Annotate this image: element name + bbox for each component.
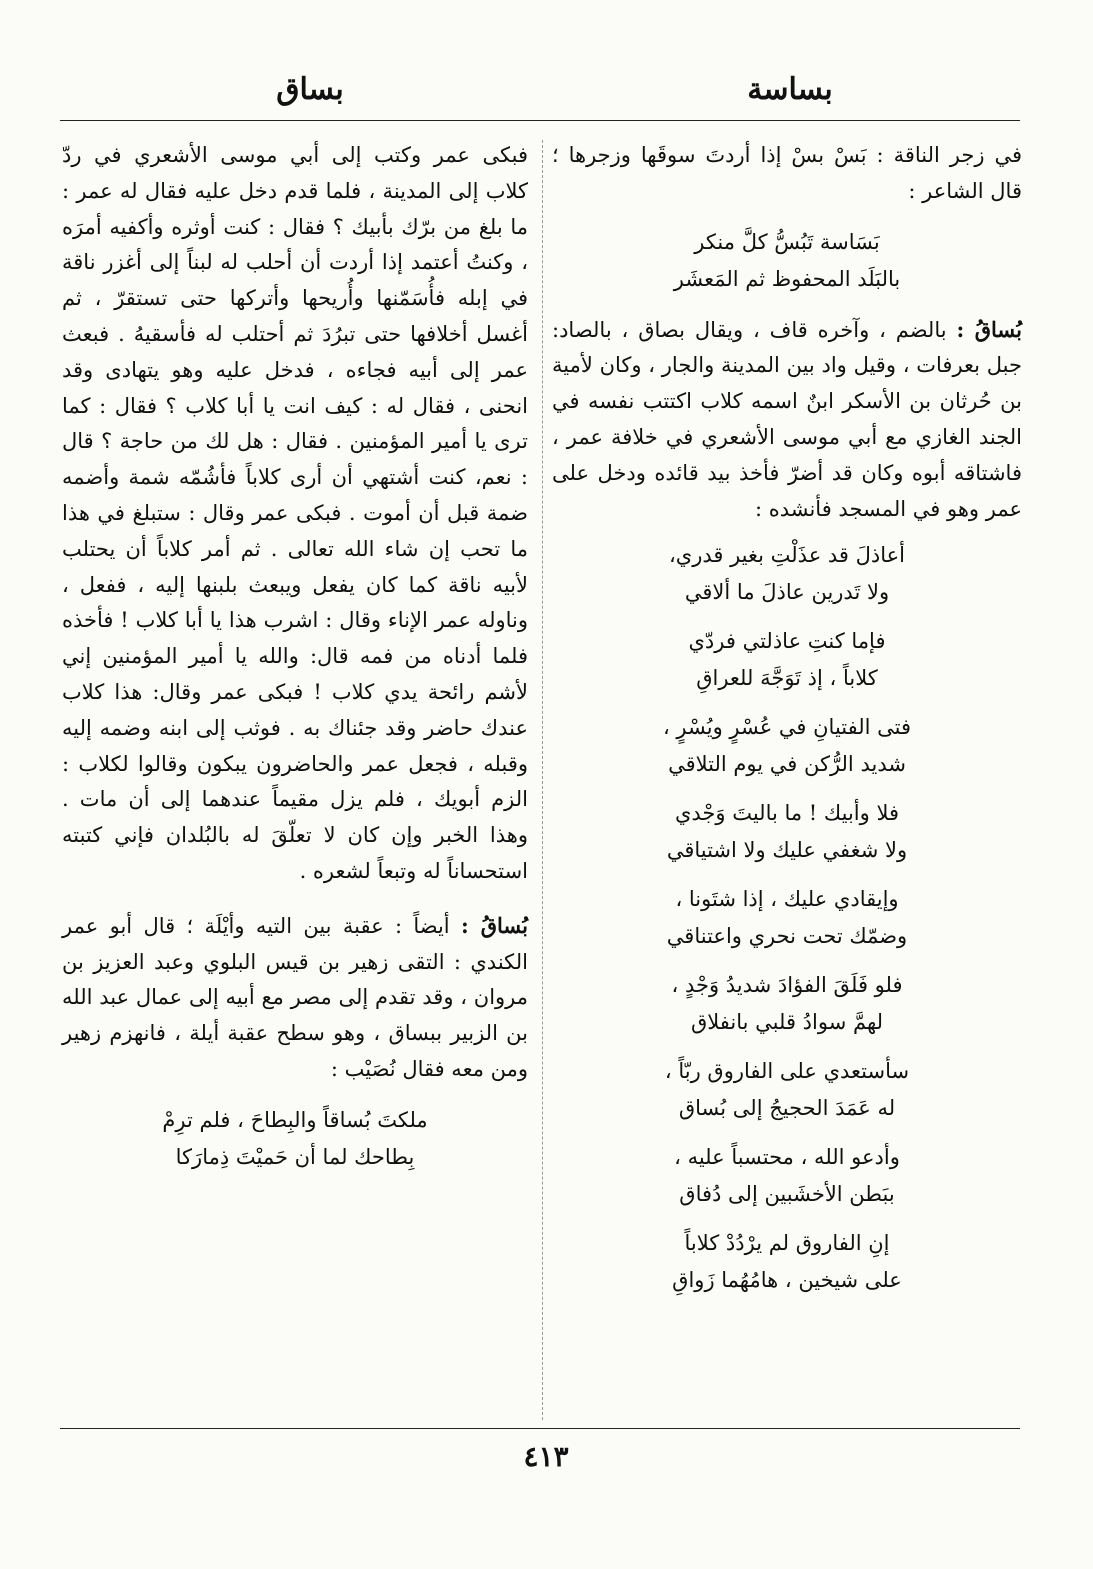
verse-line: فتى الفتيانِ في عُسْرٍ ويُسْرٍ ، [662,715,912,740]
running-headword-left: بساق [276,72,344,107]
column-divider [542,140,543,1420]
verse-line: إنِ الفاروق لم يرْدُدْ كلاباً [684,1231,890,1256]
paragraph: في زجر الناقة : بَسْ بسْ إذا أردتَ سوقَها وزجرها ؛ قال الشاعر : [552,143,1022,203]
verse-line: وإيقادي عليك ، إذا شتَونا ، [675,887,899,912]
verse-stanza [552,795,1022,869]
verse-line: ولا تَدرين عاذلَ ما ألاقي [684,580,890,605]
verse-line: سأستعدي على الفاروق ربّاً ، [664,1059,910,1084]
entry-headword: بُساقُ : [956,316,1022,342]
verse-line: فلو فَلَقَ الفؤادَ شديدُ وَجْدٍ ، [671,973,903,998]
verse-stanza [552,537,1022,611]
verse-line: بَسَاسة تَبُسُّ كلَّ منكر [694,229,880,254]
verse-line: بالبَلَد المحفوظ ثم المَعشَر [673,266,901,291]
left-column [62,138,528,1190]
verse-stanza [552,623,1022,697]
verse-line: فإما كنتِ عاذلتي فردّي [688,629,886,654]
verse-line: له عَمَدَ الحجيجُ إلى بُساق [678,1096,896,1121]
verse-line: فلا وأبيك ! ما باليتَ وَجْدي [674,801,900,826]
verse-line: كلاباً ، إذ تَوَجَّهَ للعراقِ [696,666,878,691]
bottom-rule [60,1428,1020,1429]
paragraph: فبكى عمر وكتب إلى أبي موسى الأشعري في ردّ كلاب إلى المدينة ، فلما قدم دخل عليه فقال له عمر : ما بلغ من برّك بأبيك ؟ فقال : كنت أوثره وأكفيه أمرَه ، وكنتُ أعتمد إذا أردت أن أحلب له لبناً إلى أغزر ناقة في إبله فأُسَمّنها وأُريحها وأتركها حتى تستقرّ ، ثم أغسل أخلافها حتى تبرُدَ ثم أحتلب له فأسقيهُ . فبعث عمر إلى أبيه فجاءه ، فدخل عليه وهو يتهادى وقد انحنى ، فقال له : كيف انت يا أبا كلاب ؟ فقال : كما ترى يا أمير المؤمنين . فقال : هل لك من حاجة ؟ قال : نعم، كنت أشتهي أن أرى كلاباً فأشُمّه شمة وأضمه ضمة قبل أن أموت . فبكى عمر وقال : ستبلغ في هذا ما تحب إن شاء الله تعالى . ثم أمر كلاباً أن يحتلب لأبيه ناقة كما كان يفعل ويبعث بلبنها إليه ، ففعل ، وناوله عمر الإناء وقال : اشرب هذا يا أبا كلاب ! فأخذه فلما أدناه من فمه قال: والله يا أمير المؤمنين إني لأشم رائحة يدي كلاب ! فبكى عمر وقال: هذا كلاب عندك حاضر وقد جئناك به . فوثب إلى ابنه وضمه إليه وقبله ، فجعل عمر والحاضرون يبكون وقالوا لكلاب : الزم أبويك ، فلم يزل مقيماً عندهما إلى أن مات . وهذا الخبر وإن كان لا تعلّقَ له بالبُلدان فإني كتبته استحساناً له وتبعاً لشعره . [62,143,528,883]
verse-line: ببَطن الأخشَبين إلى دُفاق [679,1182,895,1207]
running-headword-right: بساسة [747,72,833,107]
verse-stanza [552,967,1022,1041]
verse-line: وضمّك تحت نحري واعتناقي [666,924,908,949]
right-column [552,138,1022,1311]
entry-headword: بُساقُ : [461,912,528,938]
page-number: ٤١٣ [523,1440,569,1473]
verse-stanza [552,881,1022,955]
entry-paragraph [62,908,528,1088]
entry-text: بالضم ، وآخره قاف ، ويقال بصاق ، بالصاد: جبل بعرفات ، وقيل واد بين المدينة والجار ، وكان لأمية بن حُرثان بن الأسكر ابنٌ اسمه كلاب اكتتب نفسه في الجند الغازي مع أبي موسى الأشعري في خلافة عمر ، فاشتاقه أبوه وكان قد أضرّ فأخذ بيد قائده ودخل على عمر وهو في المسجد فأنشده : [552,317,1022,521]
verse-line: أعاذلَ قد عذَلْتِ بغير قدري، [668,543,906,568]
verse-line: شديد الرُّكن في يوم التلاقي [668,752,906,777]
verse-line: بِطاحك لما أن حَميْتَ ذِمارَكا [175,1144,415,1169]
verse-line: ملكتَ بُساقاً والبِطاحَ ، فلم ترِمْ [162,1107,428,1132]
entry-text: أيضاً : عقبة بين التيه وأيْلَة ؛ قال أبو عمر الكندي : التقى زهير بن قيس البلوي وعبد العزيز بن مروان ، وقد تقدم إلى مصر مع أبيه إلى عمال عبد الله بن الزبير ببساق ، وهو سطح عقبة أيلة ، فانهزم زهير ومن معه فقال نُصَيْب : [62,913,528,1081]
verse-line: ولا شغفي عليك ولا اشتياقي [666,838,908,863]
verse-line: على شيخين ، هامُهُما زَواقِ [672,1268,902,1293]
entry-paragraph [552,312,1022,528]
verse [62,1102,528,1176]
verse-stanza [552,1225,1022,1299]
verse-stanza [552,1139,1022,1213]
verse [552,224,1022,298]
verse-line: وأدعو الله ، محتسباً عليه ، [674,1145,900,1170]
verse-stanza [552,1053,1022,1127]
verse-stanza [552,709,1022,783]
top-rule [60,120,1020,121]
verse-line: لهمَّ سوادُ قلبي بانفلاق [690,1010,884,1035]
